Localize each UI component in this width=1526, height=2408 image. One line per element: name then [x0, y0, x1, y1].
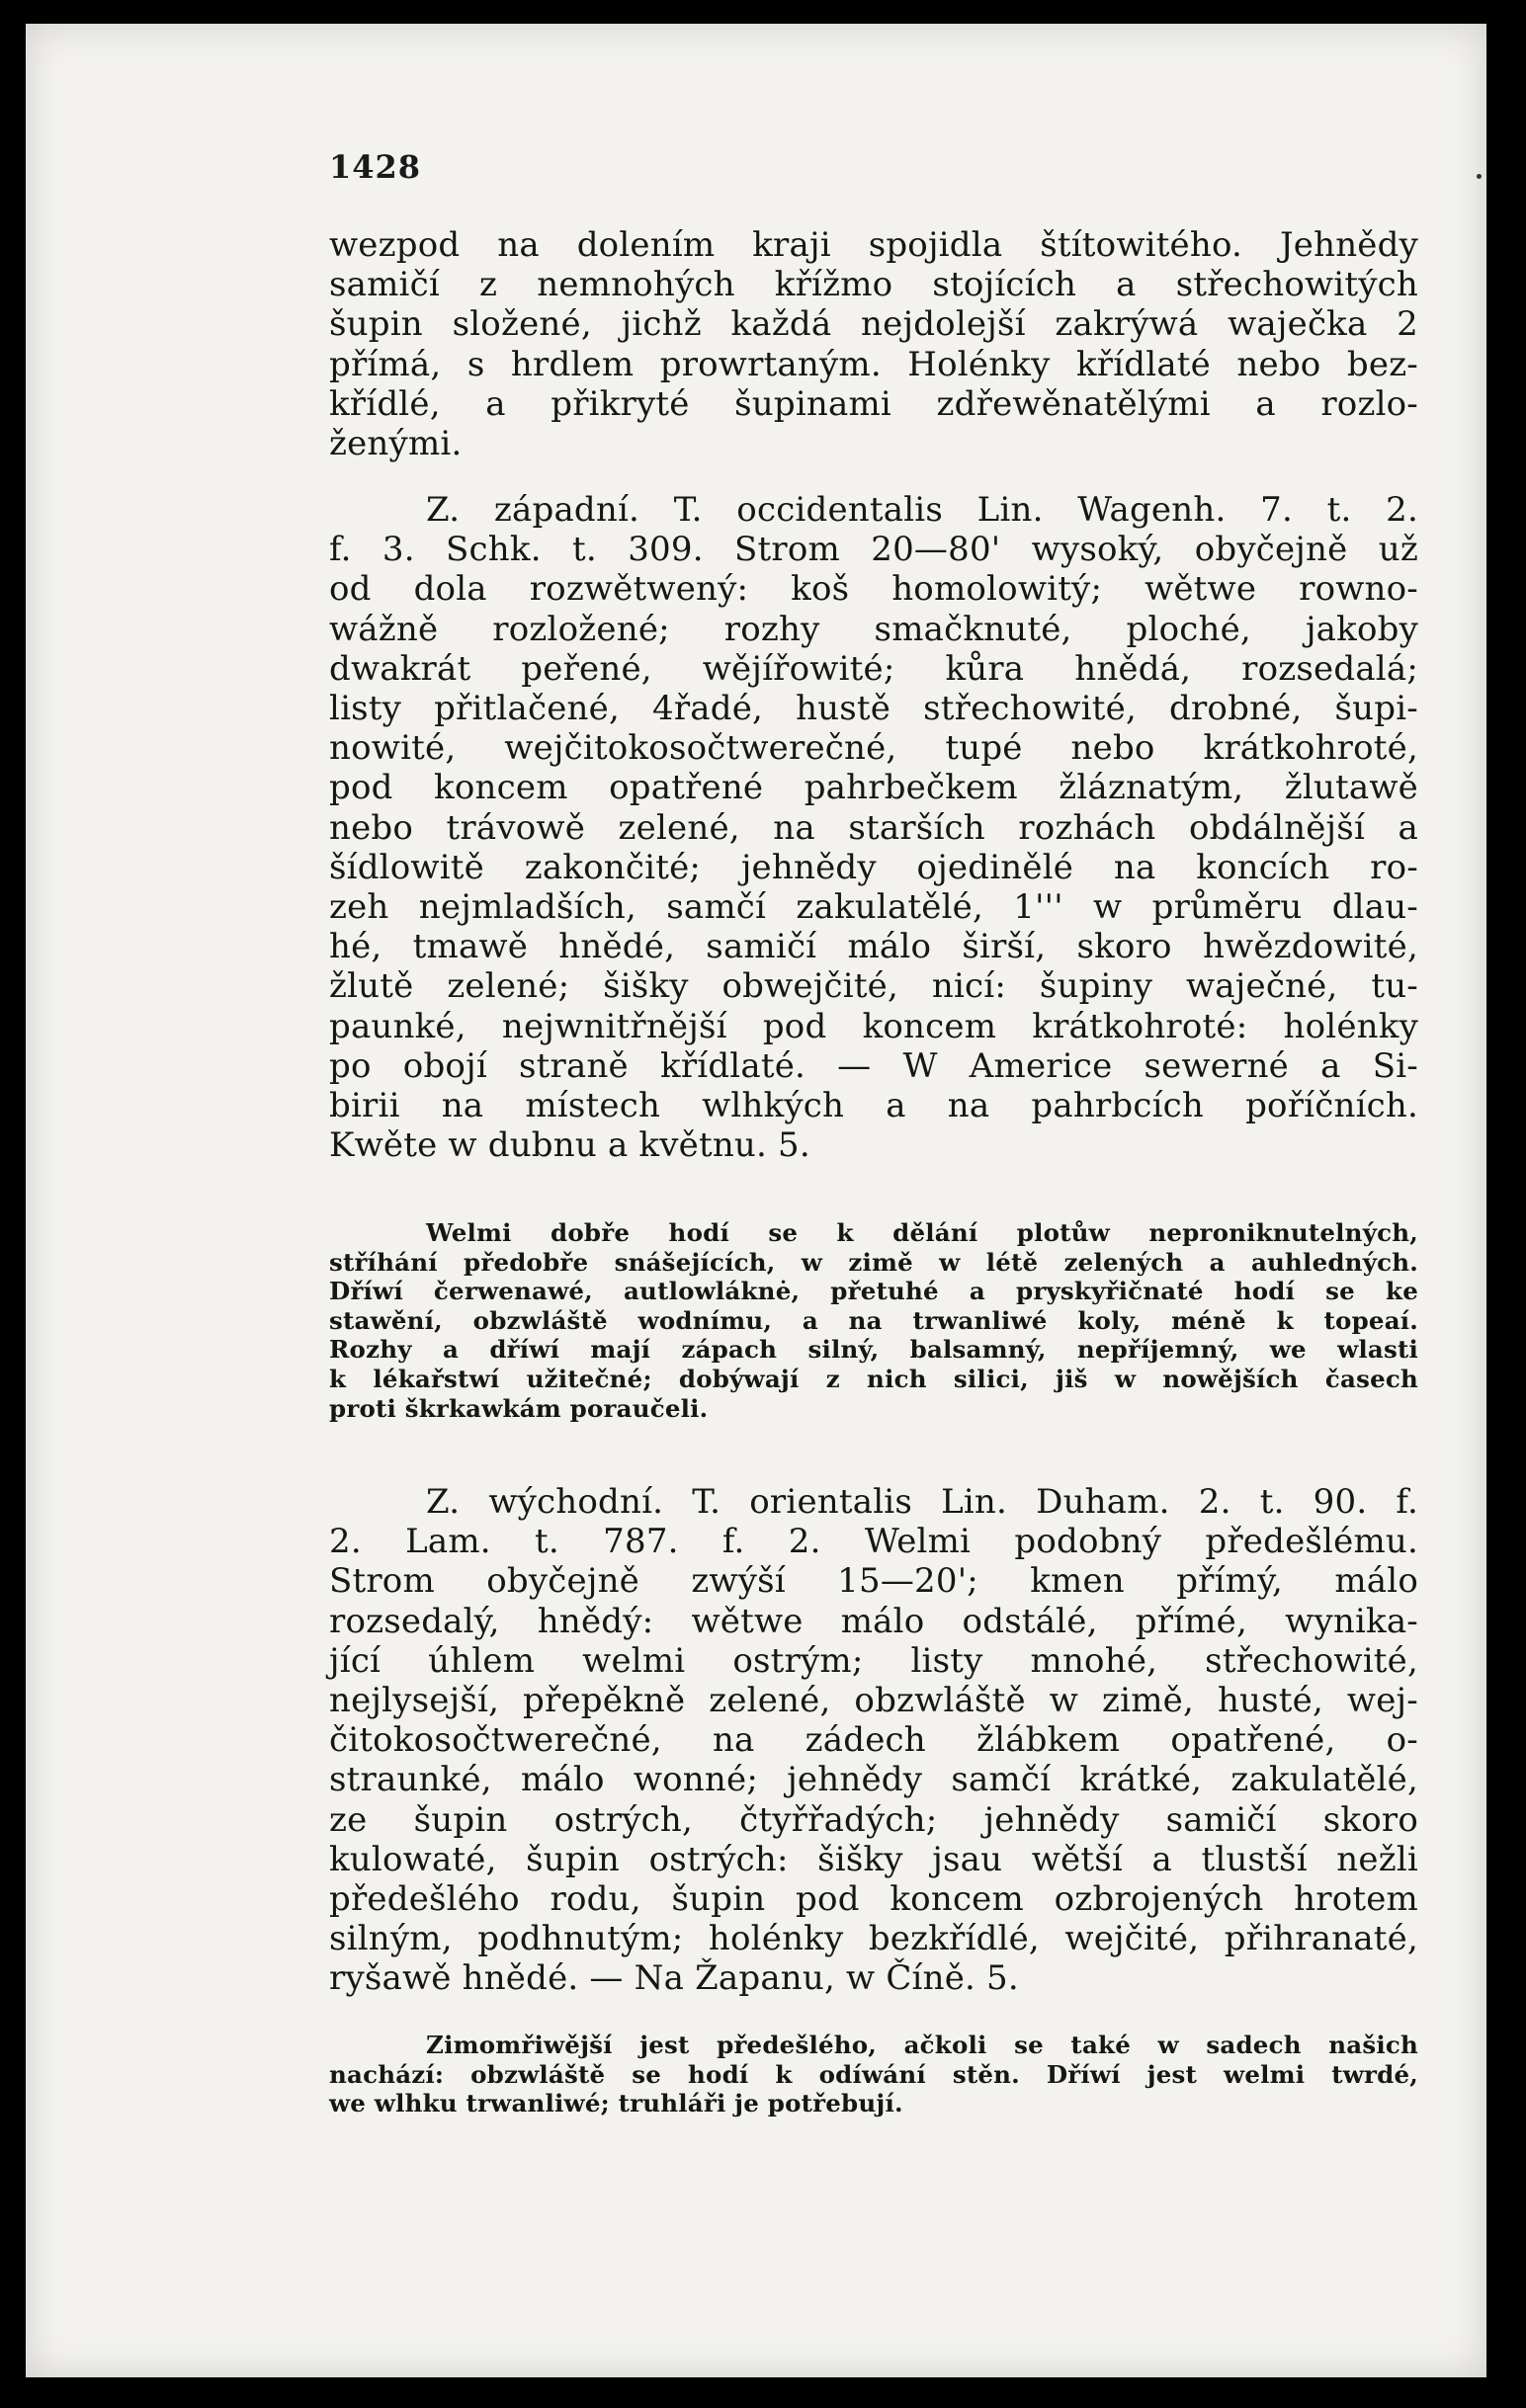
text-line: 2. Lam. t. 787. f. 2. Welmi podobný předešlému. [329, 1522, 1418, 1562]
text-line: pod koncem opatřené pahrbečkem žláznatým, žlutawě [329, 768, 1418, 808]
text-line: čitokosočtwerečné, na zádech žlábkem opatřené, o- [329, 1720, 1418, 1761]
species-western-paragraph [329, 490, 1418, 1165]
note-line: Rozhy a dříwí mají zápach silný, balsamný, nepříjemný, we wlasti [329, 1335, 1418, 1365]
species-western-note [329, 1218, 1418, 1423]
text-line: dwakrát peřené, wějířowité; kůra hnědá, rozsedalá; [329, 648, 1418, 689]
text-line: ženými. [329, 424, 463, 464]
note-line: proti škrkawkám poraučeli. [329, 1393, 709, 1423]
text-line: birii na místech wlhkých a na pahrbcích poříčních. [329, 1086, 1418, 1126]
text-line: wezpod na dolením kraji spojidla štítowitého. Jehnědy [329, 225, 1418, 265]
species-eastern-note [329, 2031, 1418, 2118]
note-line: we wlhku trwanliwé; truhláři je potřebují. [329, 2089, 903, 2118]
text-line: rozsedalý, hnědý: wětwe málo odstálé, přímé, wynika- [329, 1601, 1418, 1641]
text-line: Z. západní. T. occidentalis Lin. Wagenh. 7. t. 2. [426, 490, 1418, 530]
text-line: wážně rozložené; rozhy smačknuté, ploché, jakoby [329, 609, 1418, 649]
note-line: stříhání předobře snášejících, w zimě w létě zelených a auhledných. [329, 1247, 1418, 1277]
text-line: ryšawě hnědé. — Na Žapanu, w Číně. 5. [329, 1958, 1019, 1999]
text-line: Z. wýchodní. T. orientalis Lin. Duham. 2. t. 90. f. [426, 1482, 1418, 1522]
note-line: nachází: obzwláště se hodí k odíwání stěn. Dříwí jest welmi twrdé, [329, 2059, 1418, 2089]
page-speck [1477, 174, 1482, 179]
note-line: Zimomřiwější jest předešlého, ačkoli se také w sadech našich [426, 2031, 1418, 2059]
text-line: nebo trávowě zelené, na starších rozhách obdálnější a [329, 807, 1418, 848]
text-line: straunké, málo wonné; jehnědy samčí krátké, zakulatělé, [329, 1760, 1418, 1800]
text-line: paunké, nejwnitřnější pod koncem krátkohroté: holénky [329, 1006, 1418, 1046]
note-line: Dříwí čerwenawé, autlowláknė, přetuhé a pryskyřičnaté hodí se ke [329, 1277, 1418, 1306]
text-line: křídlé, a přikryté šupinami zdřewěnatělými a rozlo- [329, 383, 1418, 424]
text-line: po obojí straně křídlaté. — W Americe sewerné a Si- [329, 1045, 1418, 1086]
text-line: ze šupin ostrých, čtyřřadých; jehnědy samičí skoro [329, 1799, 1418, 1840]
species-eastern-paragraph [329, 1482, 1418, 1999]
text-line: Strom obyčejně zwýší 15—20'; kmen přímý, málo [329, 1561, 1418, 1602]
note-line: Welmi dobře hodí se k dělání plotůw neproniknutelných, [426, 1218, 1418, 1247]
text-line: f. 3. Schk. t. 309. Strom 20—80' wysoký, obyčejně už [329, 530, 1418, 570]
text-line: kulowaté, šupin ostrých: šišky jsau wětší a tlustší nežli [329, 1839, 1418, 1879]
text-line: zeh nejmladších, samčí zakulatělé, 1''' w průměru dlau- [329, 887, 1418, 928]
text-line: hé, tmawě hnědé, samičí málo širší, skoro hwězdowité, [329, 927, 1418, 967]
text-line: listy přitlačené, 4řadé, hustě střechowité, drobné, šupi- [329, 689, 1418, 729]
page-number: 1428 [329, 148, 422, 186]
text-line: žlutě zelené; šišky obwejčité, nicí: šupiny waječné, tu- [329, 966, 1418, 1007]
text-line: silným, podhnutým; holénky bezkřídlé, wejčité, přihranaté, [329, 1919, 1418, 1959]
paragraph-continuation [329, 225, 1418, 463]
text-line: přímá, s hrdlem prowrtaným. Holénky křídlaté nebo bez- [329, 344, 1418, 384]
text-line: předešlého rodu, šupin pod koncem ozbrojených hrotem [329, 1879, 1418, 1920]
note-line: k lékařstwí užitečné; dobýwají z nich silici, jiš w nowějších časech [329, 1364, 1418, 1393]
text-line: od dola rozwětwený: koš homolowitý; wětwe rowno- [329, 569, 1418, 610]
text-line: Kwěte w dubnu a květnu. 5. [329, 1125, 810, 1166]
text-line: jící úhlem welmi ostrým; listy mnohé, střechowité, [329, 1640, 1418, 1681]
text-line: samičí z nemnohých křížmo stojících a střechowitých [329, 265, 1418, 305]
text-line: nejlysejší, přepěkně zelené, obzwláště w zimě, husté, wej- [329, 1681, 1418, 1721]
text-line: šídlowitě zakončité; jehnědy ojedinělé na koncích ro- [329, 847, 1418, 887]
text-line: šupin složené, jichž každá nejdolejší zakrýwá waječka 2 [329, 304, 1418, 345]
note-line: stawění, obzwláště wodnímu, a na trwanliwé koly, méně k topeaí. [329, 1305, 1418, 1335]
text-line: nowité, wejčitokosočtwerečné, tupé nebo krátkohroté, [329, 728, 1418, 769]
